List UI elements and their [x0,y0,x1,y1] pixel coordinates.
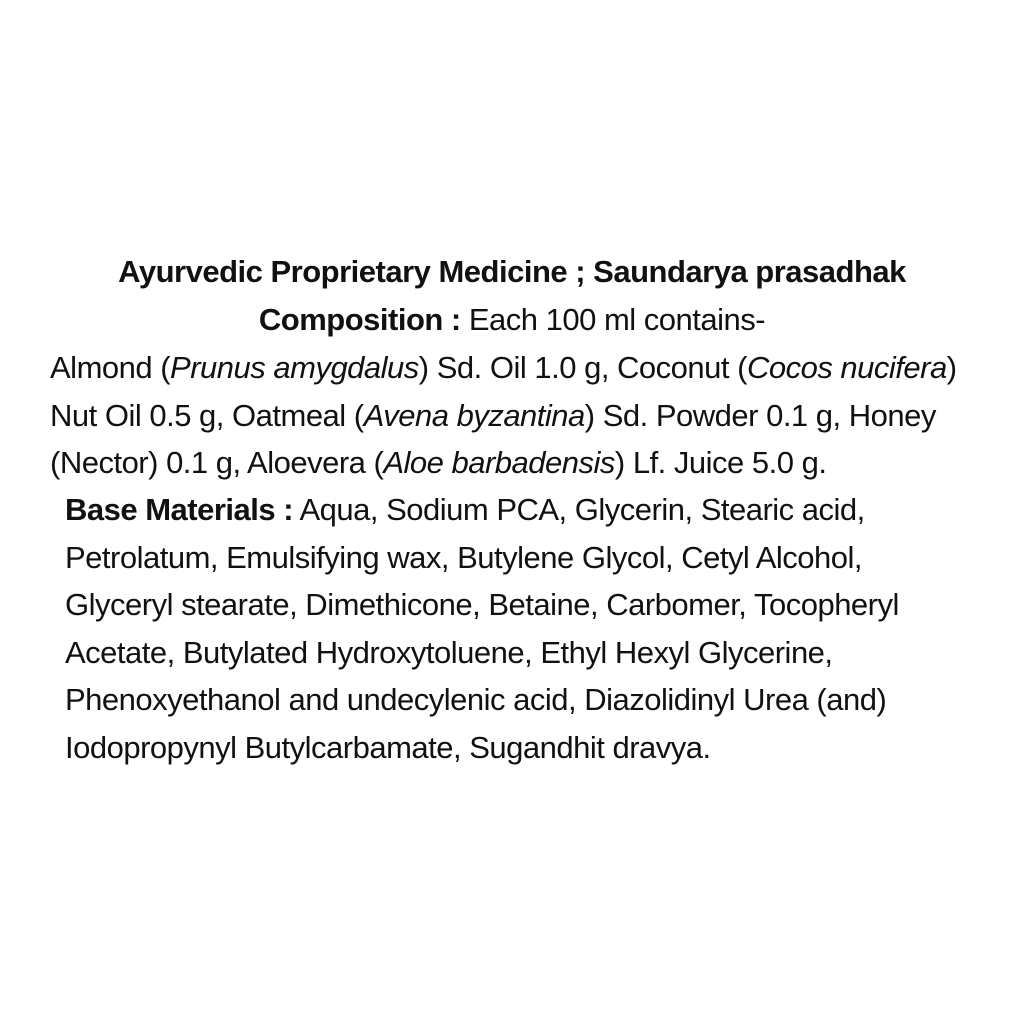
base-materials-label: Base Materials : [65,492,294,527]
composition-text: Each 100 ml contains- [468,302,766,337]
composition-line-2 [50,396,936,436]
text-segment: ) Sd. Oil 1.0 g, Coconut ( [418,350,747,385]
text-segment: Almond ( [50,350,171,385]
base-materials-text: Aqua, Sodium PCA, Glycerin, Stearic acid, [299,492,865,527]
botanical-name: Prunus amygdalus [170,350,419,385]
base-materials-line-2: Petrolatum, Emulsifying wax, Butylene Glycol, Cetyl Alcohol, [65,540,863,575]
composition-label: Composition : [258,302,461,337]
base-materials-line-6: Iodopropynyl Butylcarbamate, Sugandhit dravya. [65,730,711,765]
text-segment: ) Lf. Juice 5.0 g. [614,445,827,480]
text-segment: ) Sd. Powder 0.1 g, Honey [584,398,936,433]
text-segment: Nut Oil 0.5 g, Oatmeal ( [50,398,364,433]
composition-line-1 [50,348,957,388]
text-segment: ) [946,350,957,385]
botanical-name: Aloe barbadensis [383,445,615,480]
base-materials-line-4: Acetate, Butylated Hydroxytoluene, Ethyl Hexyl Glycerine, [65,635,833,670]
base-materials-line-5: Phenoxyethanol and undecylenic acid, Diazolidinyl Urea (and) [65,682,887,717]
base-materials-line-1 [65,490,865,530]
botanical-name: Cocos nucifera [746,350,947,385]
label-title: Ayurvedic Proprietary Medicine ; Saundarya prasadhak [118,254,906,289]
base-materials-line-3: Glyceryl stearate, Dimethicone, Betaine, Carbomer, Tocopheryl [65,587,899,622]
composition-line-3 [50,443,826,483]
botanical-name: Avena byzantina [363,398,585,433]
composition-heading [0,300,1024,340]
text-segment: (Nector) 0.1 g, Aloevera ( [50,445,384,480]
